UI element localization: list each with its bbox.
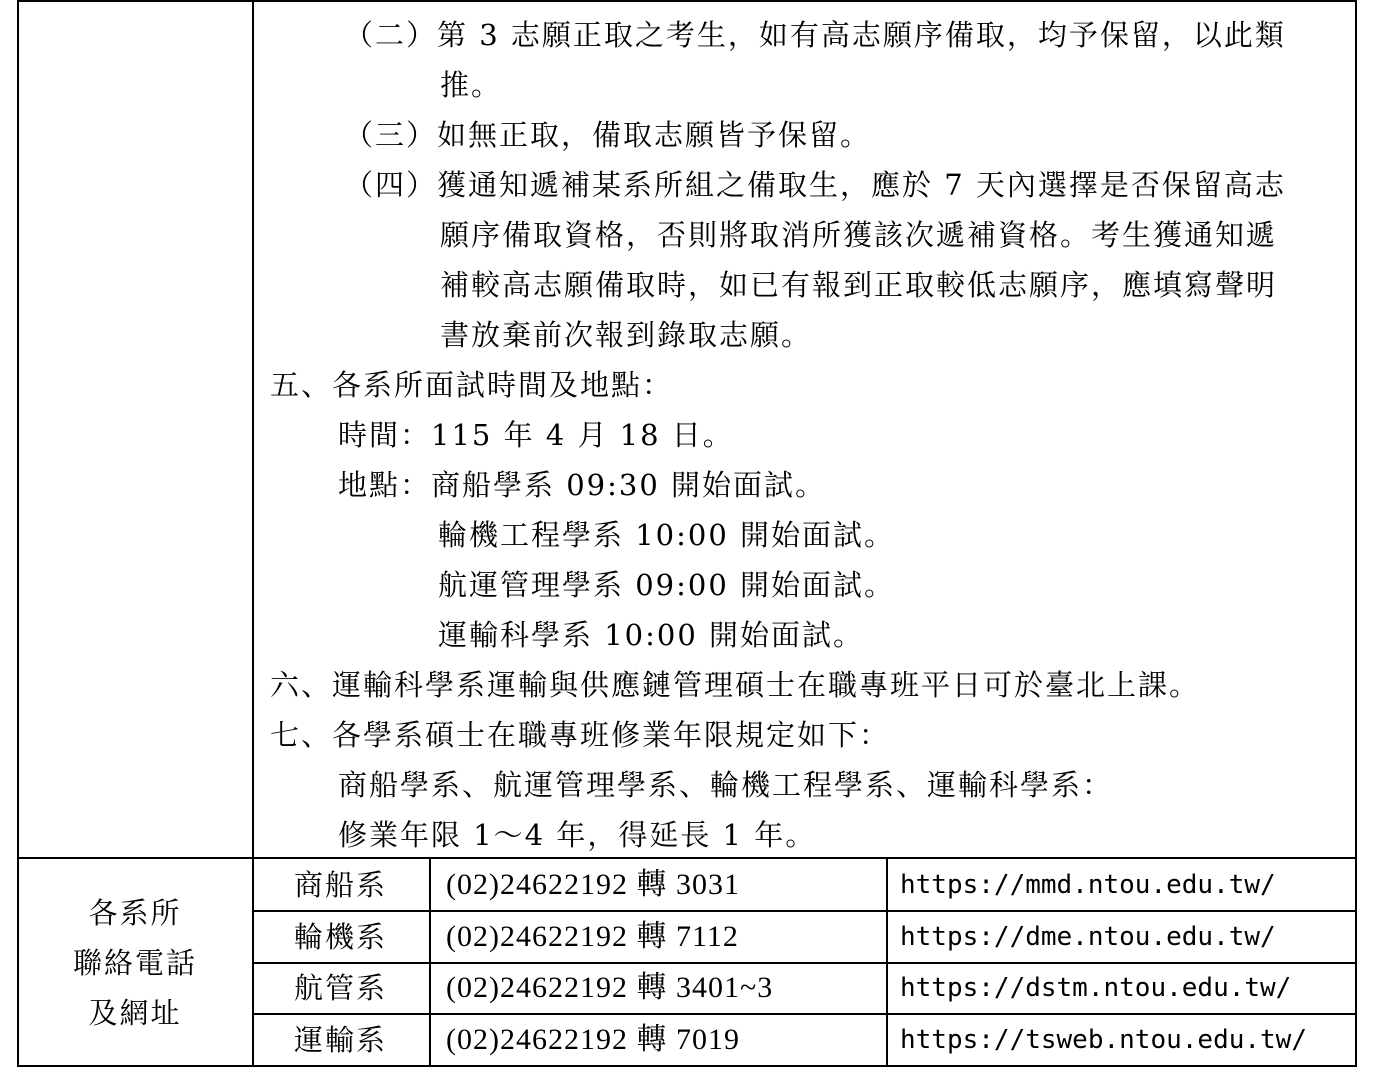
contact-row-2-phone: (02)24622192 轉 7112 [446, 920, 739, 953]
sub-item-4-line-1: （四）獲通知遞補某系所組之備取生，應於 7 天內選擇是否保留高志 [344, 168, 1286, 202]
contact-row-2-dept: 輪機系 [294, 920, 388, 954]
contact-row-3-dept: 航管系 [294, 971, 388, 1005]
sub-item-4-line-4: 書放棄前次報到錄取志願。 [440, 318, 813, 352]
section-7-line-2: 修業年限 1～4 年，得延長 1 年。 [338, 818, 817, 852]
contact-label-line-3: 及網址 [88, 996, 182, 1030]
section-5-time: 時間：115 年 4 月 18 日。 [338, 418, 734, 452]
contact-label-line-2: 聯絡電話 [72, 946, 197, 980]
contact-row-4-phone: (02)24622192 轉 7019 [446, 1023, 740, 1056]
frame-right-border [1355, 0, 1357, 1067]
contact-row-1-dept: 商船系 [294, 868, 388, 902]
frame-top-border [17, 0, 1357, 2]
contact-row-3-url[interactable]: https://dstm.ntou.edu.tw/ [900, 973, 1292, 1003]
section-5-place-3: 航運管理學系 09:00 開始面試。 [438, 568, 896, 602]
sub-item-4-line-3: 補較高志願備取時，如已有報到正取較低志願序，應填寫聲明 [440, 268, 1278, 302]
section-5-place-4: 運輸科學系 10:00 開始面試。 [438, 618, 865, 652]
contact-row-4-url[interactable]: https://tsweb.ntou.edu.tw/ [900, 1025, 1307, 1055]
contact-row-divider-2 [252, 962, 1357, 964]
section-5-place-1: 地點：商船學系 09:30 開始面試。 [338, 468, 827, 502]
contact-row-1-phone: (02)24622192 轉 3031 [446, 868, 740, 901]
sub-item-4-line-2: 願序備取資格，否則將取消所獲該次遞補資格。考生獲通知遞 [440, 218, 1278, 252]
sub-item-2-line-1: （二）第 3 志願正取之考生，如有高志願序備取，均予保留，以此類 [344, 18, 1286, 52]
contact-label-line-1: 各系所 [88, 896, 182, 930]
contact-row-divider-1 [252, 910, 1357, 912]
section-7-heading: 七、各學系碩士在職專班修業年限規定如下： [270, 718, 891, 752]
contact-row-divider-3 [252, 1013, 1357, 1015]
section-5-heading: 五、各系所面試時間及地點： [270, 368, 674, 402]
contact-row-4-dept: 運輸系 [294, 1023, 388, 1057]
sub-item-2-line-2: 推。 [440, 68, 503, 102]
section-6: 六、運輸科學系運輸與供應鏈管理碩士在職專班平日可於臺北上課。 [270, 668, 1201, 702]
contact-row-3-phone: (02)24622192 轉 3401~3 [446, 971, 774, 1004]
frame-bottom-border [17, 1065, 1357, 1067]
sub-item-3: （三）如無正取，備取志願皆予保留。 [344, 118, 872, 152]
column-divider [252, 0, 254, 1067]
section-7-line-1: 商船學系、航運管理學系、輪機工程學系、運輸科學系： [338, 768, 1114, 802]
contact-row-1-url[interactable]: https://mmd.ntou.edu.tw/ [900, 870, 1276, 900]
section-5-place-2: 輪機工程學系 10:00 開始面試。 [438, 518, 896, 552]
contact-row-2-url[interactable]: https://dme.ntou.edu.tw/ [900, 922, 1276, 952]
contact-section-divider [17, 857, 1357, 859]
